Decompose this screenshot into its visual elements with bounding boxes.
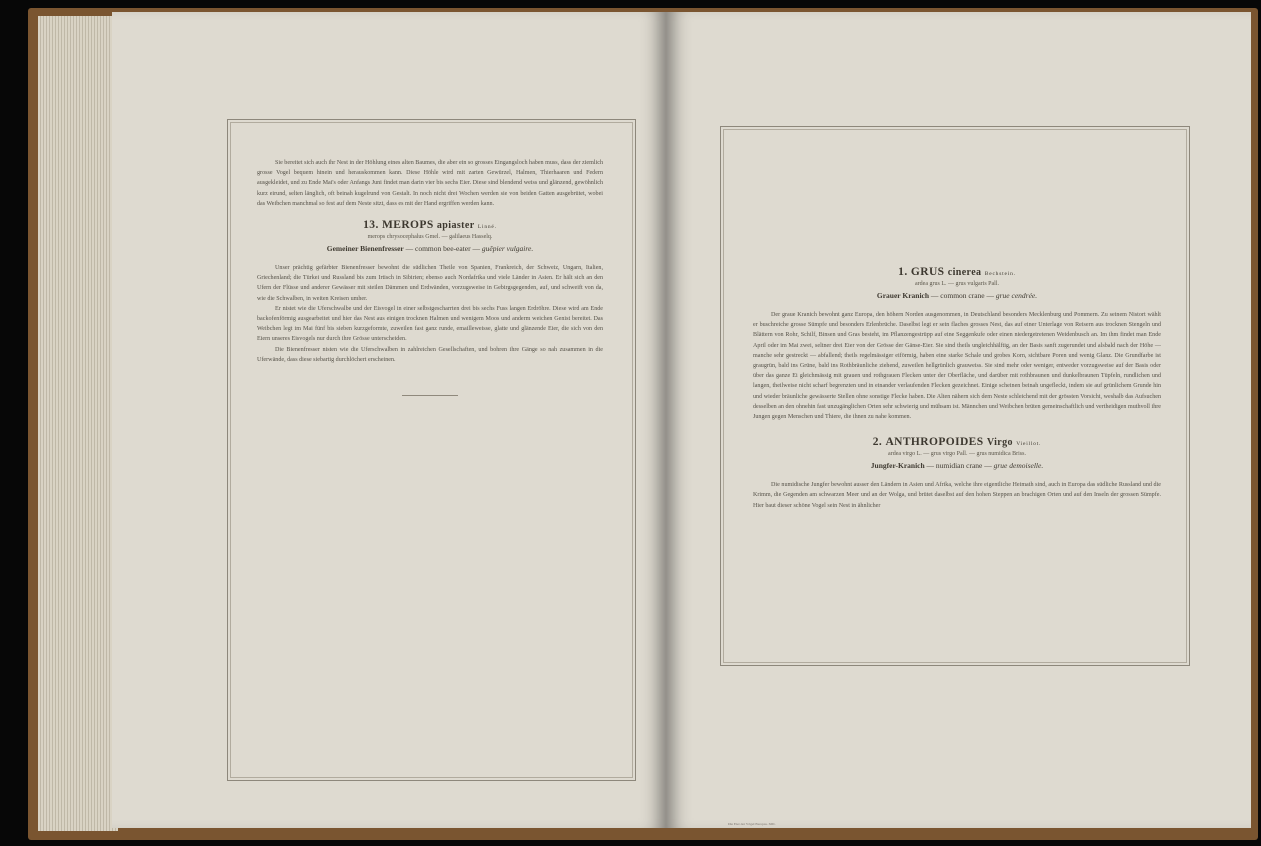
right-text-block xyxy=(753,256,1161,511)
name-english: common crane xyxy=(940,291,985,300)
left-page xyxy=(112,12,666,828)
species-synonyms: merops chrysocephalus Gmel. — galilaeus Hasselq. xyxy=(367,234,493,241)
species-genus: GRUS xyxy=(910,266,945,278)
dash-2: — xyxy=(472,244,482,254)
name-french: grue cendrée. xyxy=(995,291,1038,300)
species-synonyms: ardea virgo L. — grus virgo Pall. — grus numidica Briss. xyxy=(888,451,1026,458)
species-epithet: Virgo xyxy=(986,437,1013,449)
name-french: guêpier vulgaire. xyxy=(481,244,534,254)
name-english: numidian crane xyxy=(935,461,983,471)
species-author: Linné. xyxy=(477,224,497,231)
name-german: Jungfer-Kranich xyxy=(870,461,925,471)
species-author: Vieillot. xyxy=(1016,441,1042,448)
right-page xyxy=(666,12,1251,828)
species-epithet: apiaster xyxy=(436,220,475,232)
dash-2: — xyxy=(984,461,994,471)
name-french: grue demoiselle. xyxy=(993,461,1044,471)
page-footer: Die Eier der Vögel Europas. XIII. xyxy=(728,822,776,826)
species-author: Bechstein. xyxy=(984,271,1016,277)
name-german: Gemeiner Bienenfresser xyxy=(326,244,404,254)
species-number: 1. xyxy=(898,266,908,278)
body-paragraph: Unser prächtig gefärbter Bienenfresser bewohnt die südlichen Theile von Spanien, Frankreich, der Schweiz, Ungarn, Italien, Griechenland; die Türkei und Russland bis zum Irtisch in Sibirien; ebenso auch Nordafrika und viele Länder in Asien. Er hält sich an den Ufern der Flüsse und anderer Gewässer mit steilen Dämmen und Erdwänden, vorzugsweise in Gebirgsgegenden, auf, und schweift von da, wie die Schwalben, in weiten Kreisen umher. xyxy=(257,265,603,302)
body-paragraph: Der graue Kranich bewohnt ganz Europa, den höhern Norden ausgenommen, in Deutschland besonders Mecklenburg und Pommern. Zu seinem Nistort wählt er buschreiche grosse Sümpfe und besonders Erlenbrüche. Daselbst legt er sein flaches grosses Nest, das auf einer Unterlage von Reisern aus trocknen Stengeln und Blättern von Rohr, Schilf, Binsen und Gras besteht, im Pflanzengestrüpp auf eine Seggenkufe oder einen niedergetretenen Weidenbusch an. Im ihm findet man Ende April oder im Mai zwei, seltner drei Eier von der Grösse der Gänse-Eier. Sie sind theils ungleichhälftig, an der Basis sanft zugerundet und alsbald nach der Höhe — manche sehr gestreckt — abfallend; theils regelmässiger eiförmig, haben eine starke Schale und grobes Korn, sichtbare Poren und wenig Glanz. Die Grundfarbe ist graugrün, bald ins Grüne, bald ins Rothbräunliche ziehend, zuweilen hellgrünlich grauweiss. Sie sind mehr oder weniger, entweder vorzugsweise auf der Basis oder über das ganze Ei gleichmässig mit grauen und rothgrauen Flecken unter der Oberfläche, und darüber mit rothbraunen und dunkelbraunen Tüpfeln, rundlichen und langen, theilweise nicht scharf begrenzten und in einander verlaufenden Flecken gezeichnet. Einige scheinen beinah ungefleckt, indem sie auf grünlichem Grunde hin und wieder bräunliche gewässerte Stellen ohne sonstige Flecke haben. Die Alten nähern sich dem Neste schleichend mit der grössten Vorsicht, weshalb das Aufsuchen desselben an den ohnehin fast unzugänglichen Orten sehr schwierig und mühsam ist. Männchen und Weibchen brüten gemeinschaftlich und vertheidigen muthvoll ihre Jungen gegen Menschen und Thiere, die ihnen zu nahe kommen. xyxy=(753,312,1161,421)
species-common-names xyxy=(753,461,1161,470)
body-paragraph: Die Bienenfresser nisten wie die Uferschwalben in zahlreichen Gesellschaften, und bohren ihre Gänge so nah zusammen in die Uferwände, dass diese siebartig durchlöchert erscheinen. xyxy=(257,346,603,363)
left-text-block xyxy=(257,158,603,396)
body-paragraph: Er nistet wie die Uferschwalbe und der Eisvogel in einer selbstgescharrten drei bis sechs Fuss langen Erdröhre. Diese wird am Ende backofenförmig ausgearbeitet und hier das Nest aus einigen trocknen Halmen und wenigem Moos und anderm weichen Genist bereitet. Das Weibchen legt im Mai fünf bis sieben kurzgeformte, zuweilen fast ganz runde, emailleweisse, glatte und glänzende Eier, die sich von den Eiern unseres Eisvogels nur durch ihre Grösse unterscheiden. xyxy=(257,305,603,343)
species-epithet: cinerea xyxy=(947,267,982,278)
dash-1: — xyxy=(926,461,936,471)
species-heading-anthropoides xyxy=(753,436,1161,448)
dash-1: — xyxy=(930,291,941,300)
name-german: Grauer Kranich xyxy=(876,291,930,300)
species-common-names xyxy=(753,291,1161,300)
species-heading-grus xyxy=(753,266,1161,278)
species-synonyms: ardea grus L. — grus vulgaris Pall. xyxy=(915,281,999,287)
species-number: 13. xyxy=(363,219,379,232)
name-english: common bee-eater xyxy=(415,244,471,254)
species-common-names xyxy=(257,244,603,253)
species-genus: ANTHROPOIDES xyxy=(885,436,984,449)
species-number: 2. xyxy=(872,436,883,449)
body-paragraph: Die numidische Jungfer bewohnt ausser den Ländern in Asien und Afrika, welche ihre eigentliche Heimath sind, auch in Europa das südliche Russland und die Krimm, die Gegenden am schwarzen Meer und an der Wolga, und brütet daselbst auf den hohen Steppen an brachigen Orten und auf den Inseln der grossen Sümpfe. Hier baut dieser schöne Vogel sein Nest in ähnlicher xyxy=(753,482,1161,509)
species-genus: MEROPS xyxy=(382,219,434,232)
dash-1: — xyxy=(405,244,415,254)
page-edges xyxy=(38,16,118,831)
species-heading-merops xyxy=(257,219,603,231)
section-divider xyxy=(402,395,458,396)
intro-paragraph: Sie bereitet sich auch ihr Nest in der Höhlung eines alten Baumes, die aber ein so grosses Eingangsloch haben muss, dass der ziemlich grosse Vogel bequem hinein und herauskommen kann. Diese Höhle wird mit zarten Gewürzel, Halmen, Thierhaaren und Federn ausgekleidet, und zu Ende Mai's oder Anfangs Juni findet man darin vier bis sechs Eier. Diese sind blendend weiss und glänzend, gewöhnlich kurz eirund, selten länglich, oft beinah kugelrund von Gestalt. In noch nicht drei Wochen werden sie von beiden Gatten ausgebrütet, wobei das Weibchen manchmal so fest auf dem Neste sitzt, dass es mit der Hand ergriffen werden kann. xyxy=(257,160,603,207)
dash-2: — xyxy=(986,291,996,300)
